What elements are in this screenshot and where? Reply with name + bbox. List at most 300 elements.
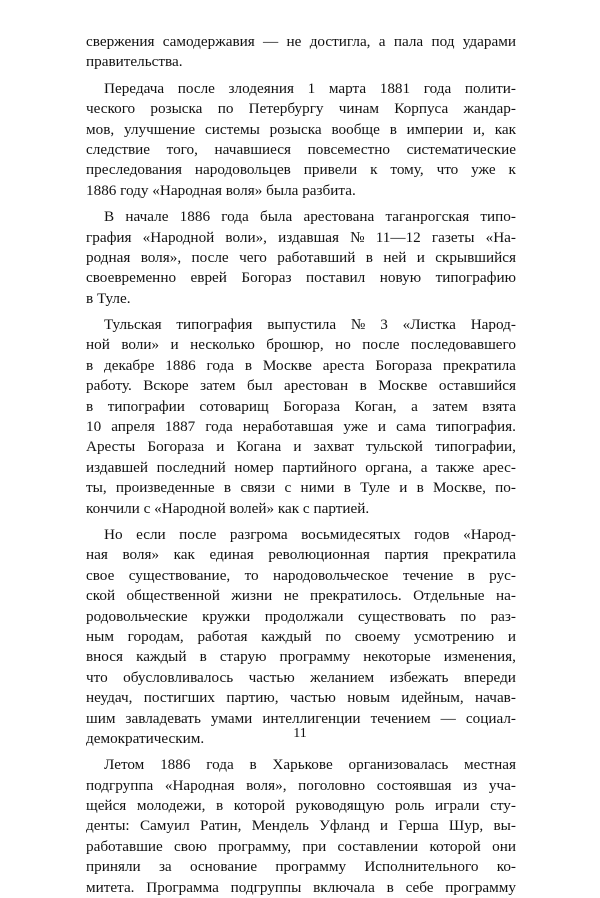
word: в: [386, 878, 394, 896]
text-line: [86, 356, 516, 376]
word: в: [389, 120, 397, 138]
word: самодержавия: [162, 33, 255, 50]
word: желанием: [310, 668, 375, 686]
word: обусловливалось: [123, 668, 234, 686]
text-line: [86, 478, 516, 498]
word: идейным,: [401, 689, 464, 707]
word: «Народная: [164, 776, 235, 794]
word: усмотрению: [414, 627, 495, 645]
word: несколько: [190, 336, 255, 354]
word: молодежи,: [136, 797, 206, 815]
word: и: [293, 438, 302, 456]
word: брошюр,: [266, 336, 324, 354]
word: работавшие: [86, 837, 163, 855]
word: следствие: [86, 140, 151, 158]
word: достигла,: [309, 33, 371, 50]
word: Коган,: [354, 397, 397, 415]
word: начале: [125, 208, 169, 226]
word: арес-: [482, 458, 516, 476]
word: ная: [86, 546, 108, 564]
paragraph: [86, 525, 516, 749]
text-line: [86, 315, 516, 335]
word: тульской: [365, 438, 423, 456]
text-line: [86, 32, 516, 52]
word: из: [463, 776, 478, 794]
word: газеты: [431, 228, 475, 246]
word: Богораза: [147, 438, 205, 456]
word: типо-: [480, 208, 516, 226]
text-line: [86, 120, 516, 140]
word: своему: [354, 627, 401, 645]
word: связи: [240, 479, 276, 497]
word: Герша: [398, 817, 439, 835]
word: Богораза: [375, 356, 433, 374]
word: затем: [432, 397, 468, 415]
word: неработавшая: [242, 418, 334, 436]
word: восьмидесятых: [301, 525, 401, 543]
word: 1881: [379, 79, 411, 97]
word: года: [423, 79, 452, 97]
paragraph: [86, 207, 516, 309]
word: в: [244, 356, 252, 374]
word: №: [350, 316, 366, 334]
word: и: [377, 418, 387, 436]
word: и: [170, 336, 179, 354]
word: партию,: [226, 689, 279, 707]
word: существовать: [357, 607, 446, 625]
text-line: [86, 525, 516, 545]
word: каждый: [261, 627, 312, 645]
word: внося: [86, 648, 123, 666]
word: года: [221, 208, 249, 226]
text-line: [86, 437, 516, 457]
word: Корпуса: [394, 100, 449, 118]
word: революционная: [268, 546, 370, 564]
word: жизни: [231, 587, 273, 605]
word: некоторые: [363, 648, 431, 666]
word: 1886: [179, 208, 211, 226]
text-line: [86, 755, 516, 775]
word: розыска: [150, 100, 203, 118]
text-line: [86, 668, 516, 688]
word: в: [199, 648, 207, 666]
text-line: [86, 376, 516, 396]
word: последовавшего: [410, 336, 516, 354]
word: преследования: [86, 161, 182, 179]
word: рус-: [489, 566, 516, 584]
word: Аресты: [86, 438, 136, 456]
word: кружки: [202, 607, 251, 625]
word: денты:: [86, 817, 130, 835]
page-body: [86, 32, 516, 898]
word: В: [104, 208, 115, 226]
word: графия: [86, 228, 132, 246]
word: а: [420, 458, 428, 476]
word: по: [325, 627, 342, 645]
word: новую: [379, 269, 422, 287]
word: «Народ-: [463, 525, 516, 543]
word: розыска: [269, 120, 322, 138]
word: 1886: [165, 356, 196, 374]
word: типография.: [436, 418, 516, 436]
text-line: [86, 335, 516, 355]
word: течение: [402, 566, 454, 584]
word: завладевать: [125, 709, 201, 727]
word: существование,: [128, 566, 231, 584]
word: системы: [204, 120, 260, 138]
word: с: [284, 479, 292, 497]
word: общественной: [126, 587, 220, 605]
word: руководящую: [295, 797, 385, 815]
word: в: [467, 566, 475, 584]
word: 3: [380, 316, 388, 334]
word: и: [507, 627, 516, 645]
word: работая: [197, 627, 248, 645]
word: того,: [166, 140, 198, 158]
word: уже: [471, 161, 496, 179]
word: по: [217, 100, 234, 118]
word: чего: [239, 248, 267, 266]
word: ной: [86, 336, 110, 354]
word: Шур,: [448, 817, 484, 835]
word: частью: [248, 668, 295, 686]
text-line: [86, 816, 516, 836]
word: в: [86, 356, 94, 374]
word: включала: [313, 878, 375, 896]
word: была: [259, 208, 293, 226]
word: умами: [210, 709, 253, 727]
word: играли: [435, 797, 480, 815]
word: по: [460, 607, 477, 625]
word: сту-: [490, 797, 516, 815]
word: —: [263, 33, 279, 50]
text-line: [86, 79, 516, 99]
word: Москве: [262, 356, 312, 374]
word: после: [191, 248, 229, 266]
word: по-: [495, 479, 516, 497]
word: прекратила: [443, 546, 516, 564]
word: избежать: [389, 668, 449, 686]
word: ударами: [462, 33, 516, 50]
word: еврей: [190, 269, 227, 287]
word: Богораза: [283, 397, 341, 415]
word: сотоварищ: [199, 397, 269, 415]
text-line: [86, 607, 516, 627]
word: раз-: [490, 607, 516, 625]
text-line: демократическим.: [86, 729, 205, 747]
text-line: [86, 837, 516, 857]
word: систематические: [406, 140, 516, 158]
word: к: [508, 161, 516, 179]
word: народовольческое: [273, 566, 389, 584]
word: под: [431, 33, 455, 50]
word: шим: [86, 709, 116, 727]
word: типографии: [107, 397, 185, 415]
word: составлении: [337, 837, 419, 855]
word: воля»,: [246, 776, 287, 794]
word: не: [283, 587, 299, 605]
word: народовольцев: [194, 161, 291, 179]
word: жандар-: [463, 100, 516, 118]
word: интеллигенции: [262, 709, 361, 727]
word: затем: [200, 377, 236, 395]
word: Программа: [146, 878, 219, 896]
word: арестован: [284, 377, 349, 395]
paragraph: [86, 32, 516, 73]
word: типографии,: [434, 438, 516, 456]
word: организовалась: [348, 756, 449, 774]
word: номер: [234, 458, 274, 476]
word: за: [158, 858, 172, 876]
word: уча-: [488, 776, 516, 794]
text-line: [86, 878, 516, 898]
text-line: [86, 688, 516, 708]
text-line: [86, 160, 516, 180]
word: старую: [219, 648, 267, 666]
word: в: [343, 479, 351, 497]
word: неудач,: [86, 689, 133, 707]
word: на-: [496, 587, 516, 605]
word: Ратин,: [200, 817, 242, 835]
word: Богораз: [241, 269, 292, 287]
word: приняли: [86, 858, 141, 876]
word: взята: [482, 397, 516, 415]
word: в: [216, 797, 224, 815]
word: Когана: [236, 438, 282, 456]
word: и: [379, 817, 388, 835]
word: декабре: [104, 356, 155, 374]
word: Передача: [104, 79, 165, 97]
word: постигших: [143, 689, 216, 707]
paragraph: [86, 315, 516, 519]
word: и,: [472, 120, 485, 138]
word: то: [244, 566, 259, 584]
text-line: [86, 545, 516, 565]
word: начавшиеся: [214, 140, 292, 158]
word: что: [436, 161, 459, 179]
text-line: [86, 228, 516, 248]
word: Вскоре: [143, 377, 189, 395]
word: годов: [414, 525, 450, 543]
word: таганрогская: [385, 208, 470, 226]
word: —: [440, 709, 456, 727]
word: ты,: [86, 479, 107, 497]
word: ними: [300, 479, 335, 497]
word: подгруппа: [86, 776, 154, 794]
text-line: [86, 140, 516, 160]
text-line: 1886 году «Народная воля» была разбита.: [86, 181, 356, 199]
text-line: [86, 566, 516, 586]
word: Уфланд: [319, 817, 370, 835]
word: впереди: [463, 668, 516, 686]
word: типография: [176, 316, 253, 334]
word: издавшая: [278, 228, 340, 246]
text-line: [86, 207, 516, 227]
word: партийного: [282, 458, 357, 476]
word: Летом: [104, 756, 145, 774]
word: подгруппы: [230, 878, 302, 896]
word: вы-: [493, 817, 516, 835]
word: ческого: [86, 100, 136, 118]
word: 10: [86, 418, 102, 436]
word: после: [177, 79, 215, 97]
word: «Листка: [402, 316, 456, 334]
word: улучшение: [124, 120, 196, 138]
text-line: [86, 397, 516, 417]
word: не: [286, 33, 302, 50]
text-line: [86, 248, 516, 268]
word: работу.: [86, 377, 132, 395]
word: Москве: [378, 377, 428, 395]
word: Харькове: [272, 756, 333, 774]
word: программу: [279, 648, 351, 666]
word: №: [350, 228, 365, 246]
text-line: в Туле.: [86, 289, 131, 307]
word: воля»: [122, 546, 160, 564]
word: уже: [343, 418, 368, 436]
word: тому,: [390, 161, 424, 179]
page-number: 11: [293, 726, 307, 741]
word: как: [173, 546, 195, 564]
word: после: [179, 525, 217, 543]
word: изменения,: [443, 648, 516, 666]
word: местная: [464, 756, 516, 774]
word: что: [86, 668, 108, 686]
word: которой: [233, 797, 286, 815]
word: а: [411, 397, 418, 415]
word: как: [494, 120, 516, 138]
word: сама: [396, 418, 427, 436]
text-line: кончили с «Народной волей» как с партией.: [86, 499, 370, 517]
word: социал-: [465, 709, 516, 727]
word: арестована: [303, 208, 375, 226]
word: ным: [86, 627, 114, 645]
word: Народ-: [470, 316, 516, 334]
word: Отдельные: [413, 587, 485, 605]
word: года: [206, 356, 234, 374]
word: программу,: [218, 837, 292, 855]
word: Самуил: [139, 817, 190, 835]
word: злодеяния: [228, 79, 294, 97]
word: ко-: [496, 858, 516, 876]
word: 1886: [160, 756, 191, 774]
text-line: [86, 586, 516, 606]
word: издавшей: [86, 458, 149, 476]
word: Туле: [360, 479, 390, 497]
word: свержения: [86, 33, 155, 50]
word: типографию: [435, 269, 516, 287]
word: программу: [275, 858, 347, 876]
word: и: [216, 438, 225, 456]
word: основание: [189, 858, 258, 876]
word: но: [335, 336, 351, 354]
word: Исполнительного: [364, 858, 479, 876]
word: состоявшая: [376, 776, 452, 794]
word: единая: [209, 546, 254, 564]
word: своевременно: [86, 269, 177, 287]
word: частью: [289, 689, 336, 707]
word: продолжали: [264, 607, 344, 625]
paragraph: [86, 755, 516, 898]
word: захват: [313, 438, 354, 456]
word: новым: [347, 689, 390, 707]
word: в: [416, 479, 424, 497]
word: империи: [406, 120, 464, 138]
word: года: [205, 418, 233, 436]
word: начав-: [475, 689, 516, 707]
word: 11—12: [375, 228, 421, 246]
word: при: [302, 837, 327, 855]
word: Петербургу: [248, 100, 324, 118]
word: партия: [384, 546, 429, 564]
word: мов,: [86, 120, 115, 138]
word: программу: [445, 878, 516, 896]
word: года: [206, 756, 234, 774]
text-line: [86, 857, 516, 877]
word: щейся: [86, 797, 127, 815]
text-line: правительства.: [86, 53, 183, 71]
word: пала: [393, 33, 424, 50]
word: Москве,: [433, 479, 486, 497]
text-line: [86, 776, 516, 796]
word: роль: [394, 797, 425, 815]
word: повсеместно: [307, 140, 390, 158]
word: в: [359, 377, 367, 395]
word: Мендель: [251, 817, 309, 835]
word: и: [399, 479, 408, 497]
word: если: [136, 525, 166, 543]
word: которой: [429, 837, 481, 855]
word: в: [365, 248, 373, 266]
word: каждый: [136, 648, 187, 666]
word: течением: [370, 709, 431, 727]
text-line: [86, 647, 516, 667]
word: в: [86, 397, 94, 415]
word: прекратилось.: [310, 587, 402, 605]
word: родная: [86, 248, 131, 266]
word: в: [223, 479, 232, 497]
text-line: [86, 99, 516, 119]
word: Но: [104, 525, 123, 543]
word: воли»: [121, 336, 160, 354]
word: 1: [307, 79, 316, 97]
word: полити-: [464, 79, 516, 97]
word: воли»,: [225, 228, 267, 246]
word: апреля: [111, 418, 155, 436]
word: 1887: [164, 418, 196, 436]
text-line: [86, 268, 516, 288]
word: поставил: [305, 269, 366, 287]
word: к: [370, 161, 378, 179]
word: ареста: [322, 356, 365, 374]
word: митета.: [86, 878, 135, 896]
paragraph: [86, 79, 516, 201]
text-line: [86, 796, 516, 816]
word: чинам: [338, 100, 380, 118]
word: органа,: [365, 458, 413, 476]
text-line: [86, 627, 516, 647]
word: себе: [405, 878, 434, 896]
word: выпустила: [267, 316, 337, 334]
word: в: [249, 756, 257, 774]
word: Тульская: [104, 316, 162, 334]
word: марта: [328, 79, 367, 97]
word: привели: [303, 161, 358, 179]
word: родовольческие: [86, 607, 188, 625]
word: свою: [174, 837, 207, 855]
word: и: [416, 248, 425, 266]
word: «Народной: [142, 228, 215, 246]
